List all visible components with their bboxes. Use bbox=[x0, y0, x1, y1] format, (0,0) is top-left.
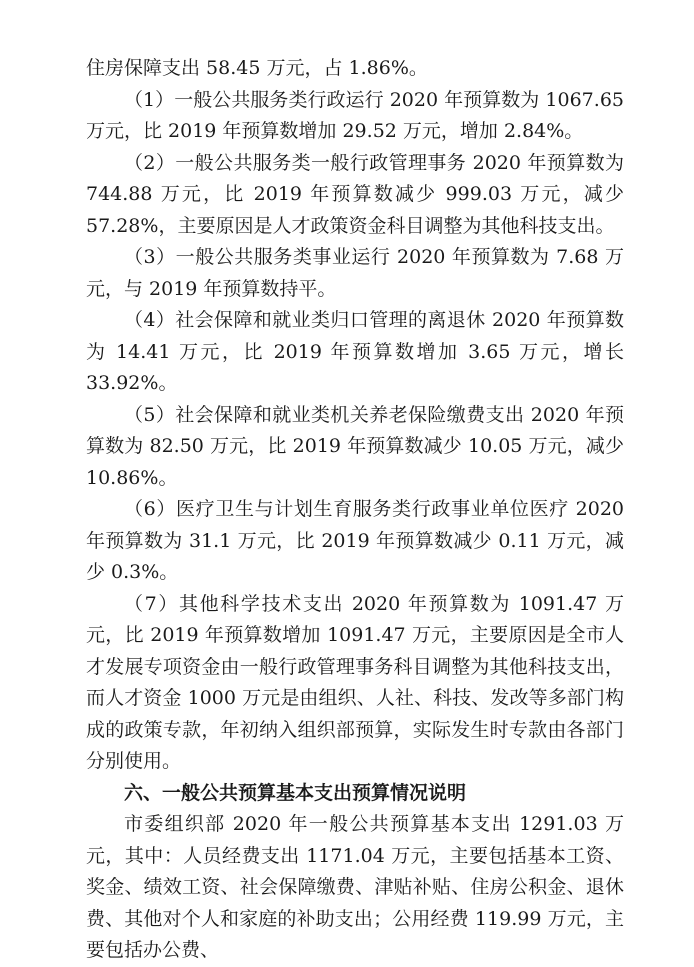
paragraph-item-4: （4）社会保障和就业类归口管理的离退休 2020 年预算数为 14.41 万元，比 2019 年预算数增加 3.65 万元，增长 33.92%。 bbox=[86, 309, 624, 394]
paragraph-item-2: （2）一般公共服务类一般行政管理事务 2020 年预算数为 744.88 万元，比 2019 年预算数减少 999.03 万元，减少 57.28%，主要原因是人才政策资金科目调整为其他科技支出。 bbox=[86, 151, 624, 237]
paragraph-item-7: （7）其他科学技术支出 2020 年预算数为 1091.47 万元，比 2019 年预算数增加 1091.47 万元，主要原因是全市人才发展专项资金由一般行政管理事务科目调整为其他科技支出，而人才资金 1000 万元是由组织、人社、科技、发改等多部门构成的政策专款，年初纳入组织部预算，实际发生时专款由各部门分别使用。 bbox=[86, 592, 624, 772]
section-heading: 六、一般公共预算基本支出预算情况说明 bbox=[124, 781, 467, 804]
paragraph-item-6: （6）医疗卫生与计划生育服务类行政事业单位医疗 2020 年预算数为 31.1 万元，比 2019 年预算数减少 0.11 万元，减少 0.3%。 bbox=[86, 498, 624, 583]
paragraph-item-1: （1）一般公共服务类行政运行 2020 年预算数为 1067.65 万元，比 2019 年预算数增加 29.52 万元，增加 2.84%。 bbox=[86, 88, 624, 142]
section-body-paragraph: 市委组织部 2020 年一般公共预算基本支出 1291.03 万元，其中：人员经费支出 1171.04 万元，主要包括基本工资、奖金、绩效工资、社会保障缴费、津贴补贴、住房公积金、退休费、其他对个人和家庭的补助支出；公用经费 119.99 万元，主要包括办公费、 bbox=[86, 813, 624, 961]
paragraph-housing-expense: 住房保障支出 58.45 万元，占 1.86%。 bbox=[86, 57, 428, 79]
paragraph-item-3: （3）一般公共服务类事业运行 2020 年预算数为 7.68 万元，与 2019 年预算数持平。 bbox=[86, 246, 624, 300]
paragraph-item-5: （5）社会保障和就业类机关养老保险缴费支出 2020 年预算数为 82.50 万元，比 2019 年预算数减少 10.05 万元，减少 10.86%。 bbox=[86, 403, 624, 489]
